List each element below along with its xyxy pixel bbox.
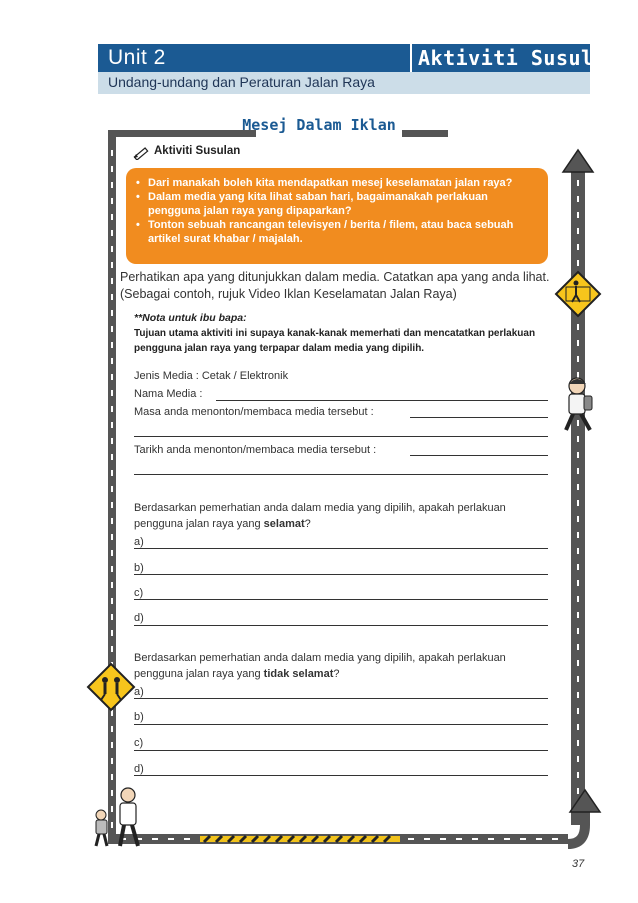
bullet-item: • Dari manakah boleh kita mendapatkan mesej keselamatan jalan raya? xyxy=(148,176,538,190)
media-name-label: Nama Media : xyxy=(134,388,203,400)
media-type-label: Jenis Media : Cetak / Elektronik xyxy=(134,370,289,382)
question-safe xyxy=(134,500,554,532)
answer-label: a) xyxy=(134,686,144,698)
media-name-line[interactable] xyxy=(216,400,548,401)
answer-label: d) xyxy=(134,612,144,624)
answer-line[interactable] xyxy=(134,775,548,776)
watch-time-line[interactable] xyxy=(410,417,548,418)
answer-label: b) xyxy=(134,711,144,723)
answer-label: b) xyxy=(134,562,144,574)
pencil-icon xyxy=(132,142,150,160)
question-safe-emphasis: selamat xyxy=(263,518,305,530)
answer-line[interactable] xyxy=(134,698,548,699)
watch-date-label: Tarikh anda menonton/membaca media tersebut : xyxy=(134,444,377,456)
arrow-up-top xyxy=(563,150,593,172)
intro-text: Perhatikan apa yang ditunjukkan dalam media. Catatkan apa yang anda lihat. (Sebagai contoh, rujuk Video Iklan Keselamatan Jalan Raya) xyxy=(120,270,550,301)
answer-label: c) xyxy=(134,737,144,749)
bullet-item: • Tonton sebuah rancangan televisyen / berita / filem, atau baca sebuah artikel surat khabar / majalah. xyxy=(148,218,538,246)
unit-label: Unit 2 xyxy=(108,46,166,69)
answer-line[interactable] xyxy=(134,750,548,751)
note-body: Tujuan utama aktiviti ini supaya kanak-kanak memerhati dan mencatatkan perlakuan pengguna jalan raya yang terpapar dalam media yang dipilih. xyxy=(134,328,536,354)
answer-line[interactable] xyxy=(134,548,548,549)
prompt-box xyxy=(126,168,548,264)
answer-line[interactable] xyxy=(134,599,548,600)
watch-date-line[interactable] xyxy=(410,455,548,456)
activity-label: Aktiviti Susulan xyxy=(418,46,619,70)
watch-date-line-2[interactable] xyxy=(134,474,548,475)
bullet-item: • Dalam media yang kita lihat saban hari, bagaimanakah perlakuan pengguna jalan raya yang dipaparkan? xyxy=(148,190,538,218)
watch-time-label: Masa anda menonton/membaca media tersebut : xyxy=(134,406,374,418)
question-unsafe xyxy=(134,650,534,682)
question-unsafe-end: ? xyxy=(333,668,340,680)
answer-line[interactable] xyxy=(134,574,548,575)
pedestrian-crossing-sign xyxy=(556,272,600,316)
page-number: 37 xyxy=(572,858,585,870)
answer-line[interactable] xyxy=(134,724,548,725)
question-safe-text: Berdasarkan pemerhatian anda dalam media yang dipilih, apakah perlakuan pengguna jalan raya yang xyxy=(134,502,506,530)
question-unsafe-emphasis: tidak selamat xyxy=(263,668,334,680)
children-crossing-sign xyxy=(88,664,134,710)
page-title: Mesej Dalam Iklan xyxy=(242,116,396,134)
note-heading: **Nota untuk ibu bapa: xyxy=(134,312,247,324)
question-safe-end: ? xyxy=(304,518,311,530)
question-unsafe-text: Berdasarkan pemerhatian anda dalam media yang dipilih, apakah perlakuan pengguna jalan raya yang xyxy=(134,652,506,680)
section-label: Aktiviti Susulan xyxy=(154,145,241,157)
watch-time-line-2[interactable] xyxy=(134,436,548,437)
subtitle: Undang-undang dan Peraturan Jalan Raya xyxy=(108,74,375,90)
answer-label: c) xyxy=(134,587,144,599)
answer-line[interactable] xyxy=(134,625,548,626)
answer-label: d) xyxy=(134,763,144,775)
answer-label: a) xyxy=(134,536,144,548)
